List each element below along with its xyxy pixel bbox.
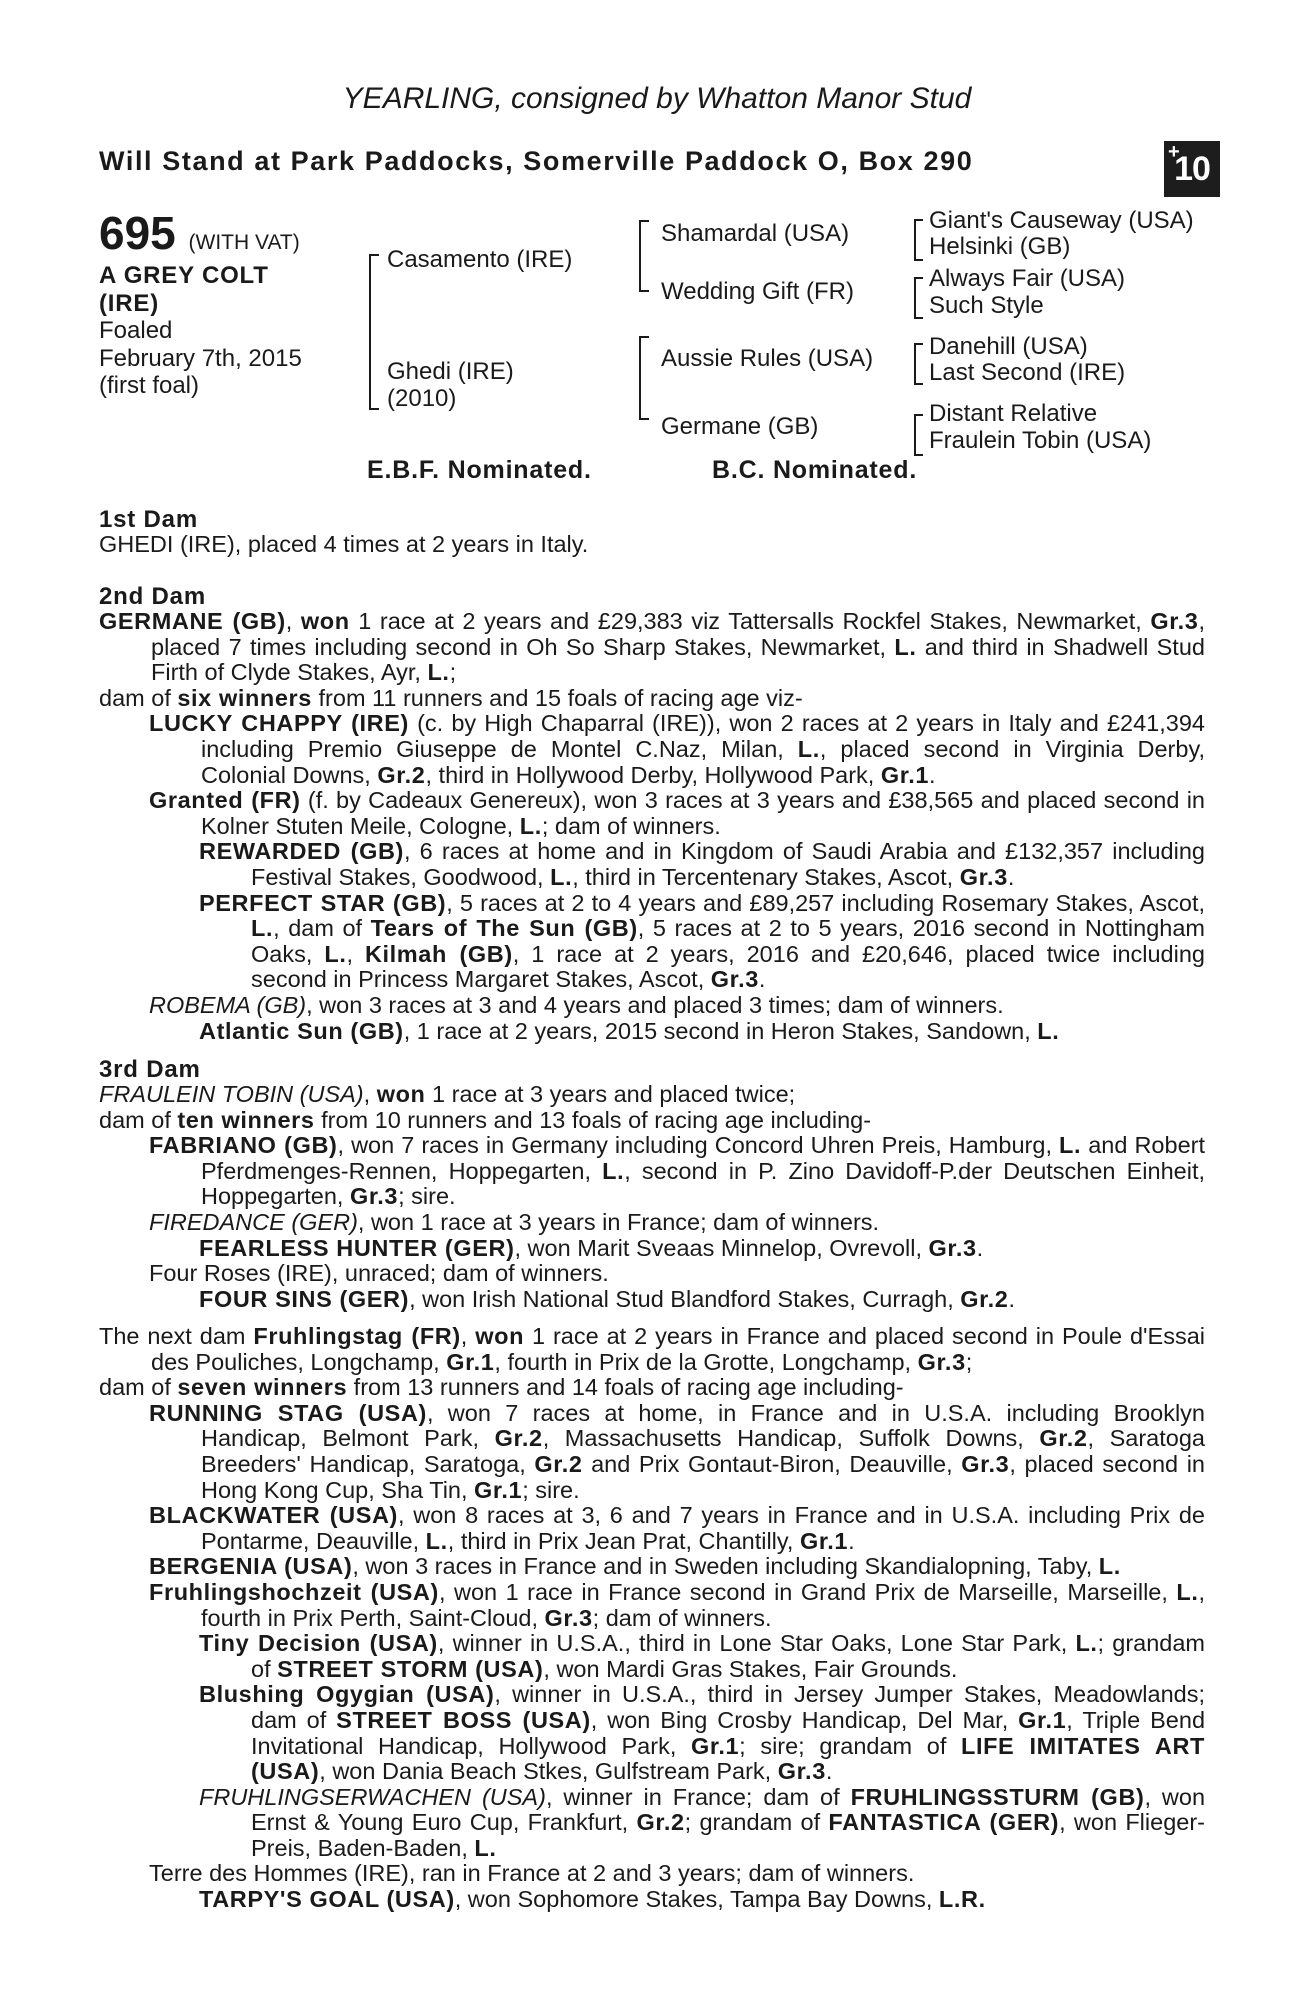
pedigree-sire: Casamento (IRE) (387, 246, 573, 273)
ebf-nomination: E.B.F. Nominated. (367, 456, 592, 484)
sire-dam-brace (369, 254, 379, 410)
stabling-location: Will Stand at Park Paddocks, Somerville Paddock O, Box 290 (99, 146, 974, 176)
pedigree-g4: Such Style (929, 292, 1044, 319)
pedigree-dam-year: (2010) (387, 385, 457, 412)
second-dam-section (99, 609, 1205, 1044)
foaled-label: Foaled (99, 317, 173, 344)
first-dam-text: GHEDI (IRE), placed 4 times at 2 years in Italy. (99, 531, 589, 557)
pedigree-dam-dam: Germane (GB) (661, 413, 819, 440)
produce-tiny-decision: Tiny Decision (USA), winner in U.S.A., third in Lone Star Oaks, Lone Star Park, L.; grandam of STREET STORM (USA), won Mardi Gras Stakes, Fair Grounds. (199, 1630, 1206, 1682)
foal-note: (first foal) (99, 372, 200, 399)
second-dam-produce-summary: dam of six winners from 11 runners and 15 foals of racing age viz- (99, 684, 803, 711)
lot-number (99, 206, 300, 260)
second-dam-entry: GERMANE (GB), won 1 race at 2 years and £29,383 viz Tattersalls Rockfel Stakes, Newmarket, Gr.3, placed 7 times including second in Oh So Sharp Stakes, Newmarket, L. and third in Shadwell Stud Firth of Clyde Stakes, Ayr, L.; (99, 608, 1206, 686)
third-dam-entry: FRAULEIN TOBIN (USA), won 1 race at 3 years and placed twice; (99, 1081, 796, 1107)
produce-lucky-chappy: LUCKY CHAPPY (IRE) (c. by High Chaparral (IRE)), won 2 races at 2 years in Italy and £241,394 including Premio Giuseppe de Montel C.Naz, Milan, L., placed second in Virginia Derby, Colonial Downs, Gr.2, third in Hollywood Derby, Hollywood Park, Gr.1. (149, 710, 1205, 788)
produce-fruhlingserwachen: FRUHLINGSERWACHEN (USA), winner in France; dam of FRUHLINGSSTURM (GB), won Ernst & Young Euro Cup, Frankfurt, Gr.2; grandam of FANTASTICA (GER), won Flieger-Preis, Baden-Baden, L. (199, 1783, 1206, 1861)
pedigree-sire-sire: Shamardal (USA) (661, 220, 850, 247)
third-dam-title: 3rd Dam (99, 1056, 201, 1083)
g1-brace (914, 219, 923, 261)
produce-firedance: FIREDANCE (GER), won 1 race at 3 years in France; dam of winners. (149, 1208, 880, 1235)
produce-four-sins: FOUR SINS (GER), won Irish National Stud Blandford Stakes, Curragh, Gr.2. (199, 1285, 1015, 1312)
g5-brace (914, 343, 923, 385)
produce-tarpys-goal: TARPY'S GOAL (USA), won Sophomore Stakes, Tampa Bay Downs, L.R. (199, 1886, 986, 1913)
g3-brace (914, 277, 923, 319)
produce-atlantic-sun: Atlantic Sun (GB), 1 race at 2 years, 2015 second in Heron Stakes, Sandown, L. (199, 1017, 1060, 1044)
pedigree-g7: Distant Relative (929, 400, 1098, 427)
produce-four-roses: Four Roses (IRE), unraced; dam of winners. (149, 1260, 609, 1287)
lot-badge (1164, 141, 1220, 197)
produce-fearless-hunter: FEARLESS HUNTER (GER), won Marit Sveaas Minnelop, Ovrevoll, Gr.3. (199, 1234, 984, 1261)
g7-brace (914, 414, 923, 456)
pedigree-g6: Last Second (IRE) (929, 359, 1126, 386)
produce-rewarded: REWARDED (GB), 6 races at home and in Kingdom of Saudi Arabia and £132,357 including Festival Stakes, Goodwood, L., third in Tercentenary Stakes, Ascot, Gr.3. (199, 838, 1205, 890)
produce-robema: ROBEMA (GB), won 3 races at 3 and 4 years and placed 3 times; dam of winners. (149, 991, 1004, 1018)
foaled-date: February 7th, 2015 (99, 344, 302, 372)
lot-desc-line2: (IRE) (99, 289, 159, 317)
produce-fruhlingshochzeit: Fruhlingshochzeit (USA), won 1 race in France second in Grand Prix de Marseille, Marseille, L., fourth in Prix Perth, Saint-Cloud, Gr.3; dam of winners. (149, 1578, 1206, 1631)
badge-plus: + (1168, 141, 1179, 163)
third-dam-produce-summary: dam of ten winners from 10 runners and 13 foals of racing age including- (99, 1106, 872, 1133)
produce-blushing-ogygian: Blushing Ogygian (USA), winner in U.S.A., third in Jersey Jumper Stakes, Meadowlands; dam of STREET BOSS (USA), won Bing Crosby Handicap, Del Mar, Gr.1, Triple Bend Invitational Handicap, Hollywood Park, Gr.1; sire; grandam of LIFE IMITATES ART (USA), won Dania Beach Stkes, Gulfstream Park, Gr.3. (199, 1681, 1206, 1785)
produce-bergenia: BERGENIA (USA), won 3 races in France and in Sweden including Skandialopning, Taby, L. (149, 1553, 1121, 1580)
first-dam-title: 1st Dam (99, 506, 198, 533)
pedigree-g2: Helsinki (GB) (929, 233, 1071, 260)
produce-perfect-star: PERFECT STAR (GB), 5 races at 2 to 4 years and £89,257 including Rosemary Stakes, Ascot, L., dam of Tears of The Sun (GB), 5 races at 2 to 5 years, 2016 second in Nottingham Oaks, L., Kilmah (GB), 1 race at 2 years, 2016 and £20,646, placed twice including second in Princess Margaret Stakes, Ascot, Gr.3. (199, 889, 1206, 993)
produce-terre-des-hommes: Terre des Hommes (IRE), ran in France at 2 and 3 years; dam of winners. (149, 1860, 915, 1887)
badge-number: 10 (1174, 149, 1210, 188)
produce-fabriano: FABRIANO (GB), won 7 races in Germany including Concord Uhren Preis, Hamburg, L. and Robert Pferdmenges-Rennen, Hoppegarten, L., second in P. Zino Davidoff-P.der Deutschen Einheit, Hoppegarten, Gr.3; sire. (149, 1132, 1206, 1210)
next-dam-entry: The next dam Fruhlingstag (FR), won 1 race at 2 years in France and placed second in Poule d'Essai des Pouliches, Longchamp, Gr.1, fourth in Prix de la Grotte, Longchamp, Gr.3; (99, 1323, 1205, 1375)
pedigree-dam-sire: Aussie Rules (USA) (661, 345, 874, 372)
sire-line-brace (639, 220, 649, 292)
consignor-heading: YEARLING, consigned by Whatton Manor Stud (342, 82, 972, 115)
pedigree-g1: Giant's Causeway (USA) (929, 207, 1194, 234)
pedigree-g8: Fraulein Tobin (USA) (929, 427, 1152, 454)
dam-line-brace (639, 336, 649, 420)
lot-desc-line1: A GREY COLT (99, 262, 269, 289)
produce-granted: Granted (FR) (f. by Cadeaux Genereux), won 3 races at 3 years and £38,565 and placed second in Kolner Stuten Meile, Cologne, L.; dam of winners. (149, 787, 1205, 839)
lot-description (99, 262, 302, 400)
produce-running-stag: RUNNING STAG (USA), won 7 races at home, in France and in U.S.A. including Brooklyn Handicap, Belmont Park, Gr.2, Massachusetts Handicap, Suffolk Downs, Gr.2, Saratoga Breeders' Handicap, Saratoga, Gr.2 and Prix Gontaut-Biron, Deauville, Gr.3, placed second in Hong Kong Cup, Sha Tin, Gr.1; sire. (149, 1399, 1206, 1503)
vat-note: (WITH VAT) (188, 231, 300, 254)
pedigree-g3: Always Fair (USA) (929, 265, 1126, 292)
bc-nomination: B.C. Nominated. (712, 456, 918, 484)
second-dam-title: 2nd Dam (99, 583, 206, 610)
produce-blackwater: BLACKWATER (USA), won 8 races at 3, 6 and 7 years in France and in U.S.A. including Prix de Pontarme, Deauville, L., third in Prix Jean Prat, Chantilly, Gr.1. (149, 1502, 1205, 1554)
pedigree-dam: Ghedi (IRE) (387, 358, 514, 385)
third-dam-section (99, 1082, 1205, 1312)
next-dam-produce-summary: dam of seven winners from 13 runners and 14 foals of racing age including- (99, 1374, 904, 1401)
lot-number-value: 695 (99, 207, 176, 259)
pedigree-sire-dam: Wedding Gift (FR) (661, 278, 854, 305)
next-dam-section (99, 1324, 1205, 1913)
pedigree-g5: Danehill (USA) (929, 333, 1088, 360)
